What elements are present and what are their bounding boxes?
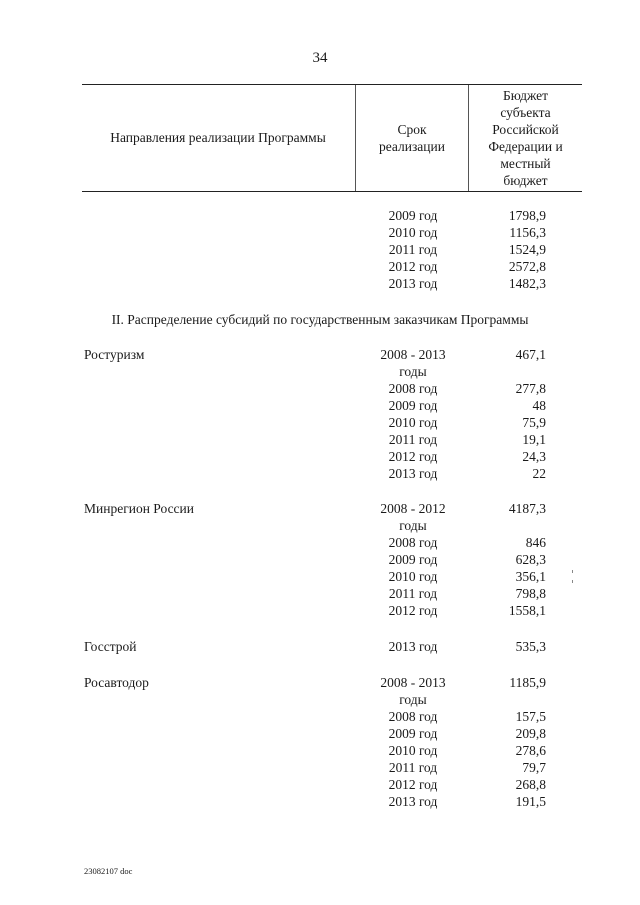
period-cell: 2013 год [388,276,438,291]
value-cell: 1482,3 [508,276,546,291]
value-cell: 1524,9 [508,242,546,257]
org-name: Ростуризм [84,347,145,362]
value-cell: 278,6 [515,743,546,758]
period-cell: 2011 год [388,242,438,257]
period-cell: 2008 год [388,535,438,550]
value-cell: 22 [532,466,546,481]
period-cell: годы [399,518,427,533]
period-cell: 2013 год [388,466,438,481]
period-cell: 2012 год [388,777,438,792]
value-cell: 48 [532,398,546,413]
value-cell: 1798,9 [508,208,546,223]
org-name: Госстрой [84,639,137,654]
header-period-line: Срок [397,122,427,137]
header-period-line: реализации [379,139,445,154]
period-cell: 2011 год [388,586,438,601]
value-cell: 628,3 [515,552,546,567]
table-top-rule [82,84,582,85]
value-cell: 79,7 [522,760,546,775]
period-cell: 2009 год [388,726,438,741]
period-cell: 2008 год [388,709,438,724]
period-cell: годы [399,364,427,379]
header-direction: Направления реализации Программы [110,130,326,145]
value-cell: 24,3 [522,449,546,464]
period-cell: 2010 год [388,225,438,240]
org-name: Росавтодор [84,675,149,690]
value-cell: 846 [525,535,546,550]
header-period [356,121,468,155]
period-cell: 2009 год [388,398,438,413]
value-cell: 1185,9 [509,675,546,690]
period-cell: 2009 год [388,552,438,567]
period-cell: 2008 - 2013 [380,347,446,362]
value-cell: 535,3 [515,639,546,654]
header-budget-line: бюджет [503,173,548,188]
value-cell: 4187,3 [508,501,546,516]
value-cell: 75,9 [522,415,546,430]
period-cell: 2012 год [388,259,438,274]
header-budget-line: Бюджет [502,88,549,103]
period-cell: 2012 год [388,603,438,618]
table-header-bottom-rule [82,191,582,192]
header-budget-line: Российской [492,122,559,137]
period-cell: 2013 год [388,639,438,654]
section-title: II. Распределение субсидий по государственным заказчикам Программы [111,312,529,327]
document-footer: 23082107 doc [84,866,133,876]
period-cell: 2010 год [388,569,438,584]
org-name: Минрегион России [84,501,194,516]
value-cell: 268,8 [515,777,546,792]
value-cell: 191,5 [515,794,546,809]
value-cell: 798,8 [515,586,546,601]
value-cell: 277,8 [515,381,546,396]
period-cell: 2011 год [388,760,438,775]
value-cell: 1156,3 [509,225,546,240]
period-cell: годы [399,692,427,707]
period-cell: 2008 - 2012 [380,501,446,516]
value-cell: 209,8 [515,726,546,741]
period-cell: 2012 год [388,449,438,464]
page-number: 34 [312,50,328,66]
value-cell: 19,1 [522,432,546,447]
period-cell: 2010 год [388,743,438,758]
period-cell: 2009 год [388,208,438,223]
header-budget-line: местный [500,156,551,171]
header-budget-line: Федерации и [488,139,563,154]
value-cell: 1558,1 [508,603,546,618]
period-cell: 2008 - 2013 [380,675,446,690]
period-cell: 2010 год [388,415,438,430]
header-budget [469,87,582,189]
value-cell: 356,1 [515,569,546,584]
period-cell: 2011 год [388,432,438,447]
value-cell: 2572,8 [508,259,546,274]
period-cell: 2013 год [388,794,438,809]
value-cell: 157,5 [515,709,546,724]
value-cell: 467,1 [515,347,546,362]
header-budget-line: субъекта [500,105,551,120]
period-cell: 2008 год [388,381,438,396]
